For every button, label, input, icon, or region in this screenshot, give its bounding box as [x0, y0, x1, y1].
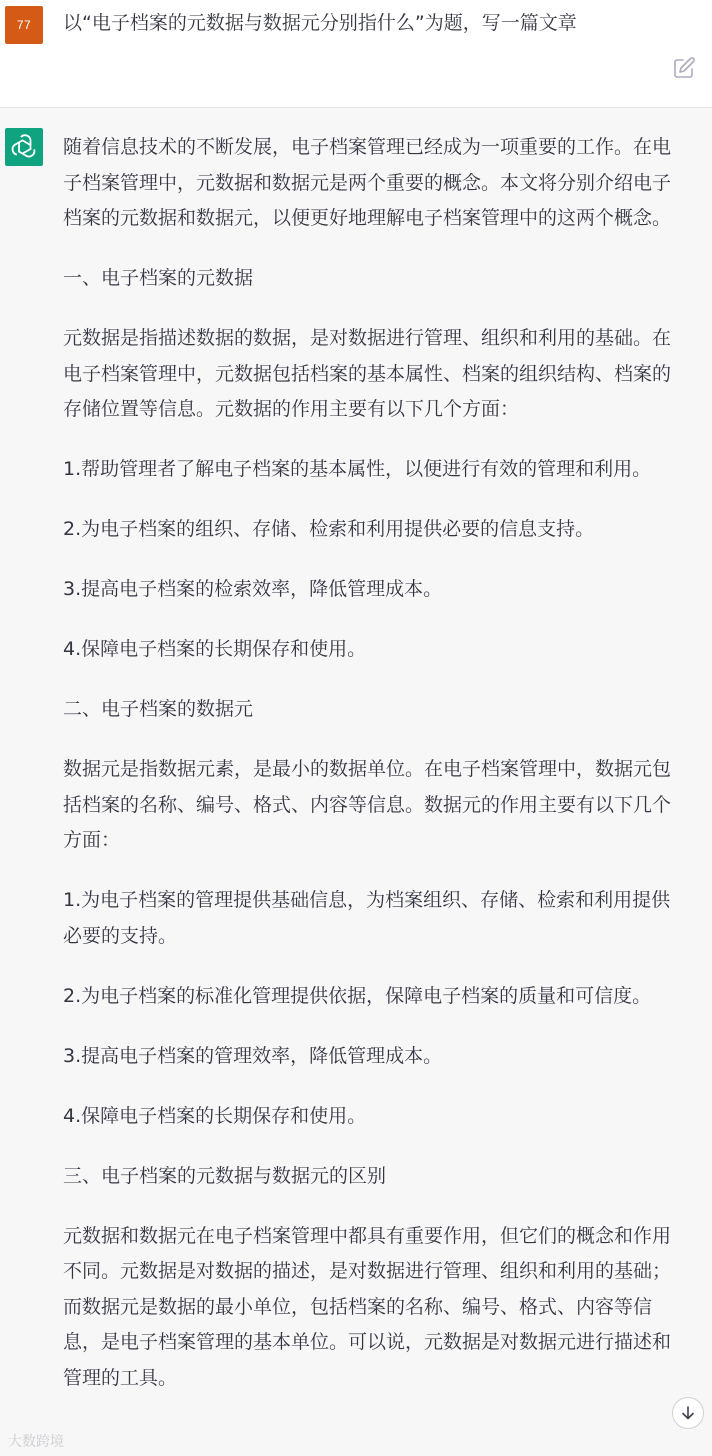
- list-item: 1.为电子档案的管理提供基础信息，为档案组织、存储、检索和利用提供必要的支持。: [63, 889, 671, 947]
- list-item: 4.保障电子档案的长期保存和使用。: [63, 1104, 367, 1127]
- user-prompt-text: 以“电子档案的元数据与数据元分别指什么”为题，写一篇文章: [63, 12, 577, 34]
- list-item: 3.提高电子档案的检索效率，降低管理成本。: [63, 578, 443, 600]
- list-item: 4.保障电子档案的长期保存和使用。: [63, 638, 367, 660]
- section-heading-difference: 三、电子档案的元数据与数据元的区别: [63, 1164, 387, 1187]
- metadata-paragraph: 元数据是指描述数据的数据，是对数据进行管理、组织和利用的基础。在电子档案管理中，元数据包括档案的基本属性、档案的组织结构、档案的存储位置等信息。元数据的作用主要有以下几个方面：: [63, 327, 672, 420]
- difference-paragraph: 元数据和数据元在电子档案管理中都具有重要作用，但它们的概念和作用不同。元数据是对数据的描述，是对数据进行管理、组织和利用的基础；而数据元是数据的最小单位，包括档案的名称、编号、格式、内容等信息，是电子档案管理的基本单位。可以说，元数据是对数据元进行描述和管理的工具。: [63, 1224, 672, 1389]
- user-message: [0, 0, 712, 108]
- list-item: 2.为电子档案的组织、存储、检索和利用提供必要的信息支持。: [63, 518, 595, 540]
- assistant-message: [0, 108, 712, 1456]
- watermark: 大数跨境: [8, 1434, 64, 1450]
- openai-logo-icon: [5, 128, 43, 166]
- section-heading-data-element: 二、电子档案的数据元: [63, 698, 254, 720]
- list-item: 2.为电子档案的标准化管理提供依据，保障电子档案的质量和可信度。: [63, 984, 652, 1007]
- assistant-response: [63, 130, 688, 1421]
- scroll-to-bottom-button[interactable]: [672, 1397, 704, 1429]
- edit-icon[interactable]: [672, 56, 696, 80]
- section-heading-metadata: 一、电子档案的元数据: [63, 267, 254, 289]
- arrow-down-icon: [679, 1404, 697, 1422]
- user-avatar: 77: [5, 6, 43, 44]
- intro-paragraph: 随着信息技术的不断发展，电子档案管理已经成为一项重要的工作。在电子档案管理中，元数据和数据元是两个重要的概念。本文将分别介绍电子档案的元数据和数据元，以便更好地理解电子档案管理中的这两个概念。: [63, 136, 672, 229]
- list-item: 3.提高电子档案的管理效率，降低管理成本。: [63, 1044, 443, 1067]
- data-element-paragraph: 数据元是指数据元素，是最小的数据单位。在电子档案管理中，数据元包括档案的名称、编号、格式、内容等信息。数据元的作用主要有以下几个方面：: [63, 758, 672, 851]
- list-item: 1.帮助管理者了解电子档案的基本属性，以便进行有效的管理和利用。: [63, 458, 652, 480]
